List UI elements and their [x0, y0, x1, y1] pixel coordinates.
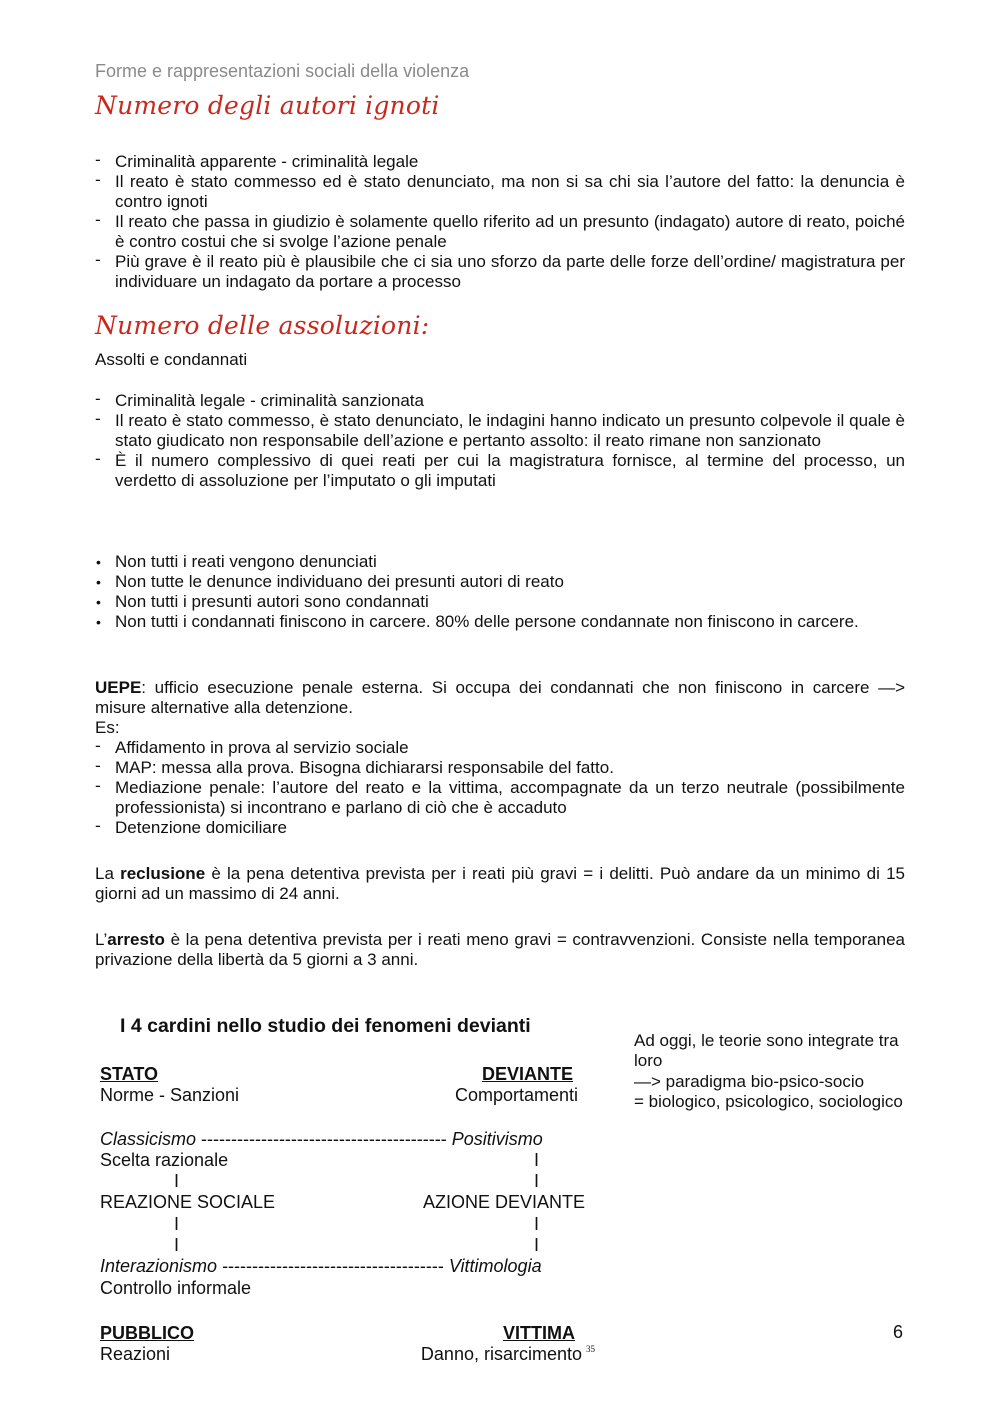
- bullet-list: [95, 552, 905, 632]
- page-header: Forme e rappresentazioni sociali della violenza: [95, 61, 470, 81]
- list-item: • Non tutti i condannati finiscono in carcere. 80% delle persone condannate non finiscono in carcere.: [95, 612, 905, 632]
- list-item: - Il reato è stato commesso ed è stato denunciato, ma non si sa chi sia l’autore del fatto: la denuncia è contro ignoti: [95, 172, 905, 212]
- uepe-paragraph: [95, 678, 905, 718]
- list-item: • Non tutti i presunti autori sono condannati: [95, 592, 905, 612]
- label-interazionismo: Interazionismo: [100, 1256, 218, 1277]
- dashes: -----------------------------------------: [196, 1128, 452, 1149]
- connector-bar: I: [533, 1235, 539, 1256]
- page-number: 6: [893, 1322, 904, 1342]
- diagram-row: [100, 1214, 585, 1235]
- section-title-assoluzioni: Numero delle assoluzioni:: [95, 311, 430, 340]
- connector-bar: I: [174, 1213, 180, 1234]
- label-vittima: VITTIMA: [503, 1322, 575, 1343]
- list-item: • Non tutti i reati vengono denunciati: [95, 552, 905, 572]
- arresto-term: arresto: [107, 930, 165, 949]
- text-fragment: è la pena detentiva prevista per i reati meno gravi = contravvenzioni. Consiste nella temporanea privazione della libertà da 5 giorni a 3 anni.: [95, 930, 905, 969]
- label-reazione-sociale: REAZIONE SOCIALE: [100, 1192, 276, 1213]
- diagram-row: [100, 1085, 585, 1106]
- side-note-line: Ad oggi, le teorie sono integrate tra loro: [634, 1031, 899, 1071]
- assoluzioni-list: [95, 391, 905, 491]
- connector-bar: I: [533, 1149, 539, 1170]
- diagram-title: I 4 cardini nello studio dei fenomeni devianti: [120, 1015, 531, 1037]
- uepe-term: UEPE: [95, 678, 142, 697]
- connector-bar: I: [174, 1235, 180, 1256]
- text-fragment: La: [95, 864, 121, 883]
- uepe-text: : ufficio esecuzione penale esterna. Si occupa dei condannati che non finiscono in carcere —> misure alternative alla detenzione.: [95, 678, 905, 717]
- diagram-row: [100, 1064, 585, 1085]
- diagram-row: [100, 1129, 585, 1150]
- list-item: - Detenzione domiciliare: [95, 818, 905, 838]
- connector-bar: I: [174, 1171, 180, 1192]
- autori-ignoti-list: [95, 152, 905, 292]
- reclusione-paragraph: [95, 864, 905, 904]
- label-comportamenti: Comportamenti: [454, 1085, 578, 1106]
- label-norme: Norme - Sanzioni: [100, 1085, 240, 1106]
- label-reazioni: Reazioni: [100, 1344, 171, 1365]
- arresto-paragraph: [95, 930, 905, 970]
- diagram-row: [100, 1344, 595, 1365]
- list-item: - Criminalità apparente - criminalità legale: [95, 152, 905, 172]
- label-controllo: Controllo informale: [100, 1277, 252, 1298]
- footnote-marker: 35: [586, 1344, 595, 1355]
- diagram-row: [100, 1171, 585, 1192]
- uepe-section: [95, 678, 905, 838]
- text-fragment: è la pena detentiva prevista per i reati più gravi = i delitti. Può andare da un minimo di 15 giorni ad un massimo di 24 anni.: [95, 864, 905, 903]
- list-item: - Il reato che passa in giudizio è solamente quello riferito ad un presunto (indagato) autore di reato, poiché è contro costui che si svolge l’azione penale: [95, 212, 905, 252]
- connector-bar: I: [533, 1213, 539, 1234]
- uepe-list: [95, 738, 905, 838]
- label-classicismo: Classicismo: [100, 1128, 197, 1149]
- label-vittimologia: Vittimologia: [448, 1256, 542, 1277]
- label-danno: Danno, risarcimento: [420, 1344, 582, 1365]
- danno-line: [421, 1344, 595, 1368]
- dashes: -------------------------------------: [217, 1256, 449, 1277]
- list-item: - È il numero complessivo di quei reati per cui la magistratura fornisce, al termine del processo, un verdetto di assoluzione per l’imputato o gli imputati: [95, 451, 905, 491]
- diagram-row: [100, 1278, 585, 1299]
- diagram-row: [100, 1192, 585, 1213]
- label-scelta: Scelta razionale: [100, 1149, 229, 1170]
- list-item: - Criminalità legale - criminalità sanzionata: [95, 391, 905, 411]
- label-pubblico: PUBBLICO: [100, 1322, 194, 1343]
- list-item: - Mediazione penale: l’autore del reato e la vittima, accompagnate da un terzo neutrale (possibilmente professionista) si incontrano e parlano di ciò che è accaduto: [95, 778, 905, 818]
- diagram-row: [100, 1256, 585, 1277]
- interazionismo-line: [100, 1256, 542, 1277]
- connector-bar: I: [533, 1171, 539, 1192]
- list-item: • Non tutte le denunce individuano dei presunti autori di reato: [95, 572, 905, 592]
- list-item: - Il reato è stato commesso, è stato denunciato, le indagini hanno indicato un presunto colpevole il quale è stato giudicato non responsabile dell’azione e pertanto assolto: il reato rimane non sanzionato: [95, 411, 905, 451]
- cardini-diagram: [100, 1064, 595, 1366]
- diagram-row: [100, 1235, 585, 1256]
- diagram-row: [100, 1150, 585, 1171]
- list-item: - Più grave è il reato più è plausibile che ci sia uno sforzo da parte delle forze dell’ordine/ magistratura per individuare un indagato da portare a processo: [95, 252, 905, 292]
- text-fragment: L’: [95, 930, 108, 949]
- label-positivismo: Positivismo: [451, 1128, 543, 1149]
- section-subtitle: Assolti e condannati: [95, 350, 248, 369]
- list-item: - Affidamento in prova al servizio sociale: [95, 738, 905, 758]
- diagram-row: [100, 1323, 585, 1344]
- classicismo-line: [100, 1129, 543, 1150]
- section-title-autori-ignoti: Numero degli autori ignoti: [95, 91, 440, 120]
- list-item: - MAP: messa alla prova. Bisogna dichiararsi responsabile del fatto.: [95, 758, 905, 778]
- label-stato: STATO: [100, 1064, 158, 1084]
- side-note: [634, 1031, 909, 1112]
- diagram-spacer: [100, 1107, 585, 1129]
- reclusione-term: reclusione: [120, 864, 206, 883]
- label-deviante: DEVIANTE: [481, 1064, 573, 1084]
- label-azione-deviante: AZIONE DEVIANTE: [422, 1192, 585, 1213]
- side-note-line: = biologico, psicologico, sociologico: [634, 1091, 903, 1111]
- side-note-line: —> paradigma bio-psico-socio: [634, 1071, 865, 1091]
- uepe-es: Es:: [95, 718, 120, 737]
- diagram-spacer: [100, 1299, 585, 1323]
